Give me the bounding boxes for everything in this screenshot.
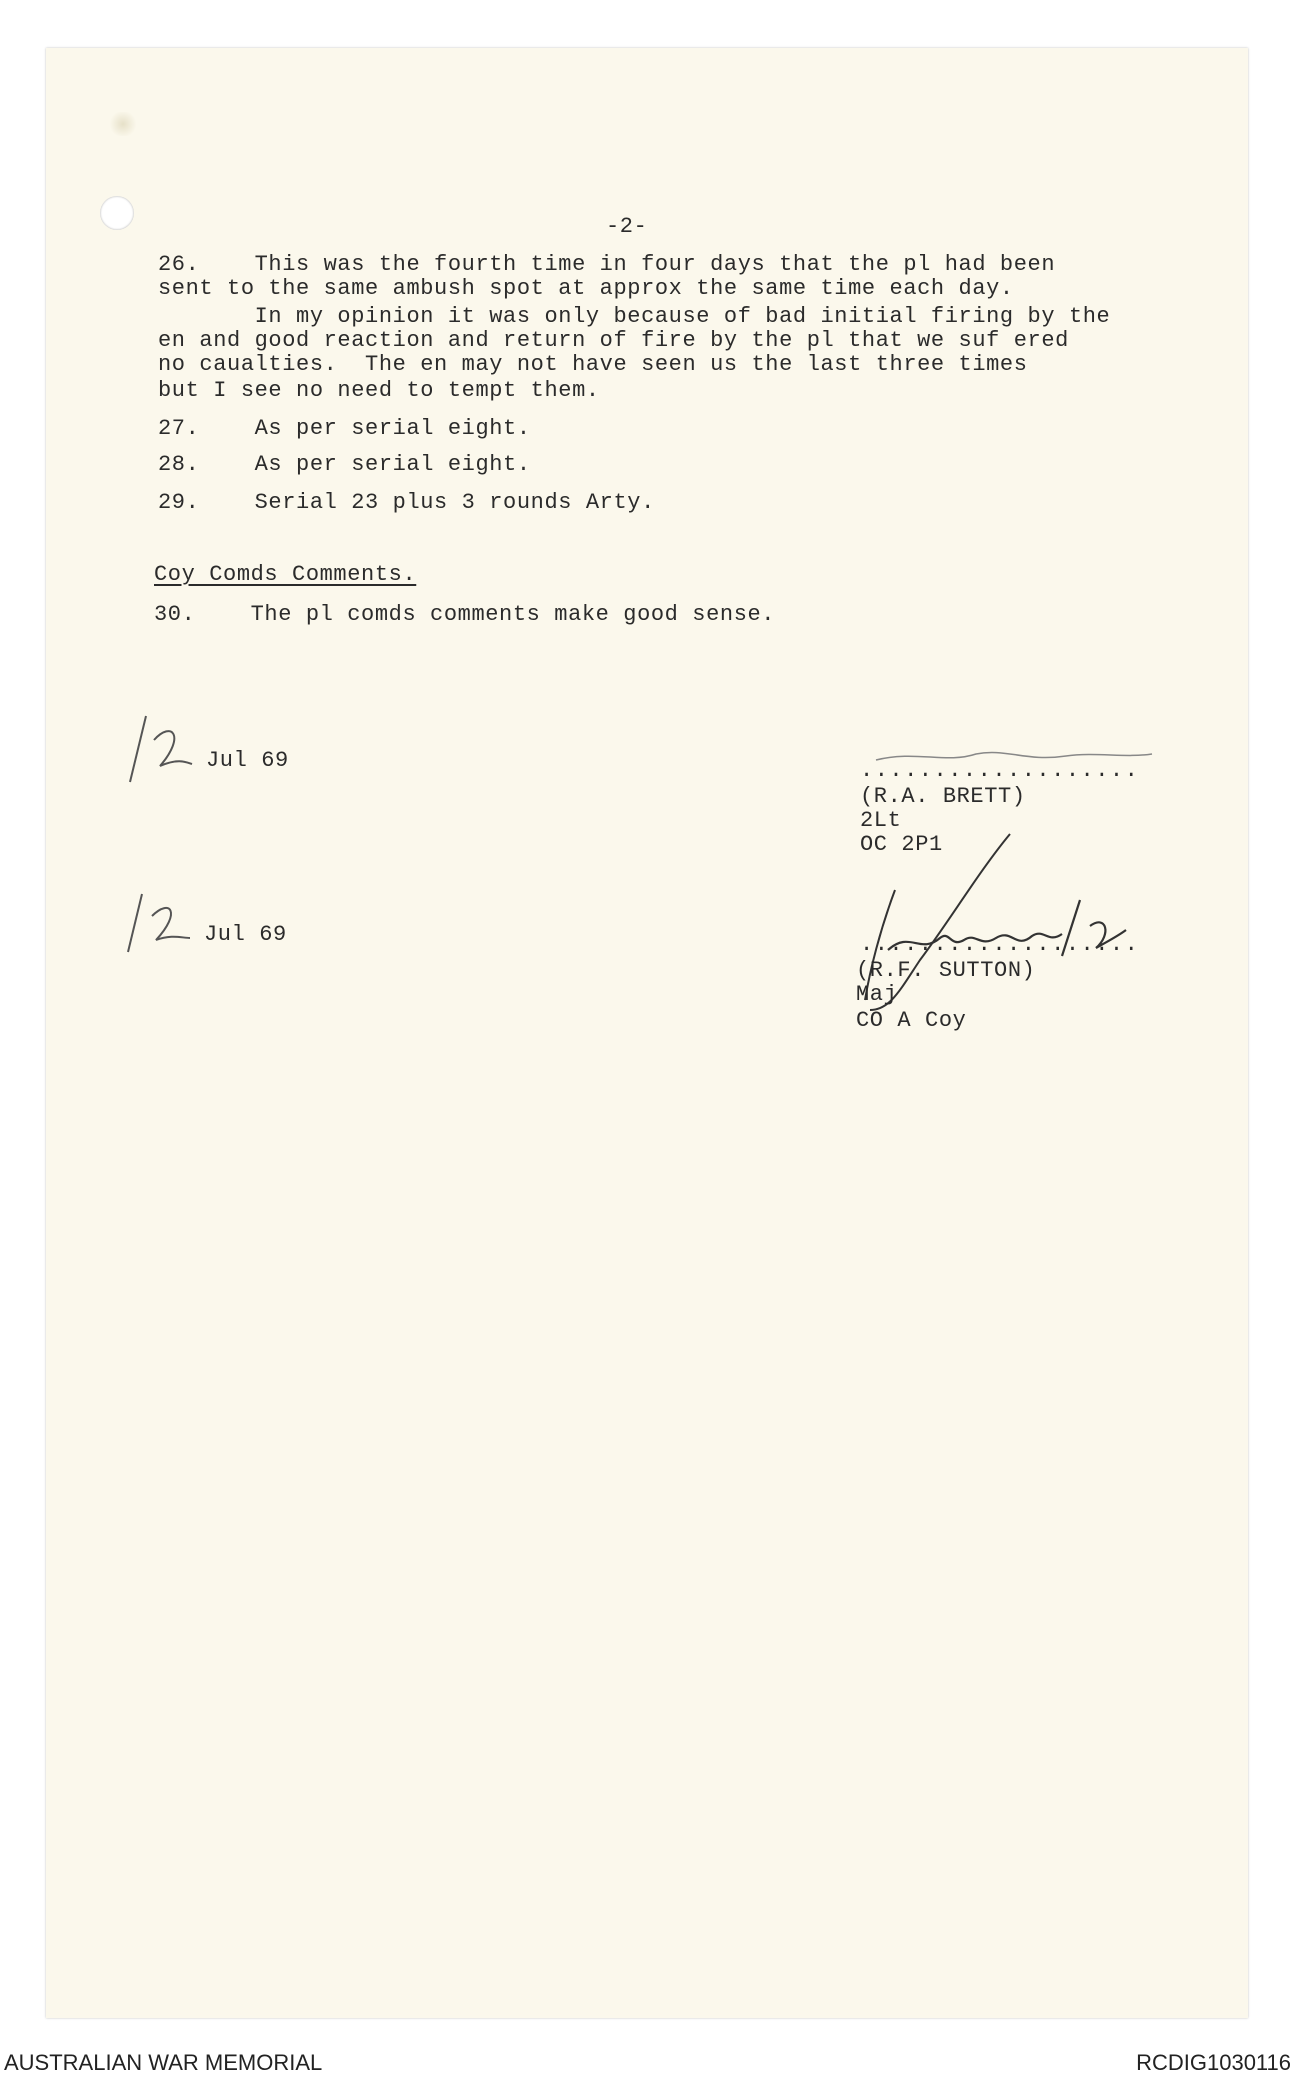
brett-role: OC 2P1 xyxy=(860,832,943,857)
para26-line2: sent to the same ambush spot at approx the same time each day. xyxy=(158,276,1014,301)
para26-line1: 26. This was the fourth time in four days that the pl had been xyxy=(158,252,1056,277)
brett-name: (R.A. BRETT) xyxy=(860,784,1026,809)
sutton-name: (R.F. SUTTON) xyxy=(856,958,1036,983)
coy-comments-heading: Coy Comds Comments. xyxy=(154,562,417,587)
sutton-rank: Maj xyxy=(856,982,898,1007)
date1-typed: Jul 69 xyxy=(206,748,289,773)
signature-line-2: ................... xyxy=(860,932,1140,957)
date2-typed: Jul 69 xyxy=(204,922,287,947)
punch-hole xyxy=(100,196,134,230)
para26-line5: no caualties. The en may not have seen us the last three times xyxy=(158,352,1028,377)
para27: 27. As per serial eight. xyxy=(158,416,531,441)
paper-smudge xyxy=(108,112,138,136)
para28: 28. As per serial eight. xyxy=(158,452,531,477)
handwritten-date-1 xyxy=(124,710,204,788)
para26-line3: In my opinion it was only because of bad initial firing by the xyxy=(158,304,1111,329)
handwritten-date-2 xyxy=(120,888,200,966)
page-number: -2- xyxy=(606,214,648,239)
signature-line-1: ................... xyxy=(860,758,1140,783)
sutton-role: CO A Coy xyxy=(856,1008,967,1033)
footer-institution: AUSTRALIAN WAR MEMORIAL xyxy=(4,2050,323,2075)
para26-line4: en and good reaction and return of fire by the pl that we suf ered xyxy=(158,328,1069,353)
para26-line6: but I see no need to tempt them. xyxy=(158,378,600,403)
footer-record-id: RCDIG1030116 xyxy=(1136,2050,1291,2075)
para30: 30. The pl comds comments make good sense. xyxy=(154,602,776,627)
para29: 29. Serial 23 plus 3 rounds Arty. xyxy=(158,490,655,515)
brett-rank: 2Lt xyxy=(860,808,902,833)
signature-sutton xyxy=(800,830,1150,1020)
